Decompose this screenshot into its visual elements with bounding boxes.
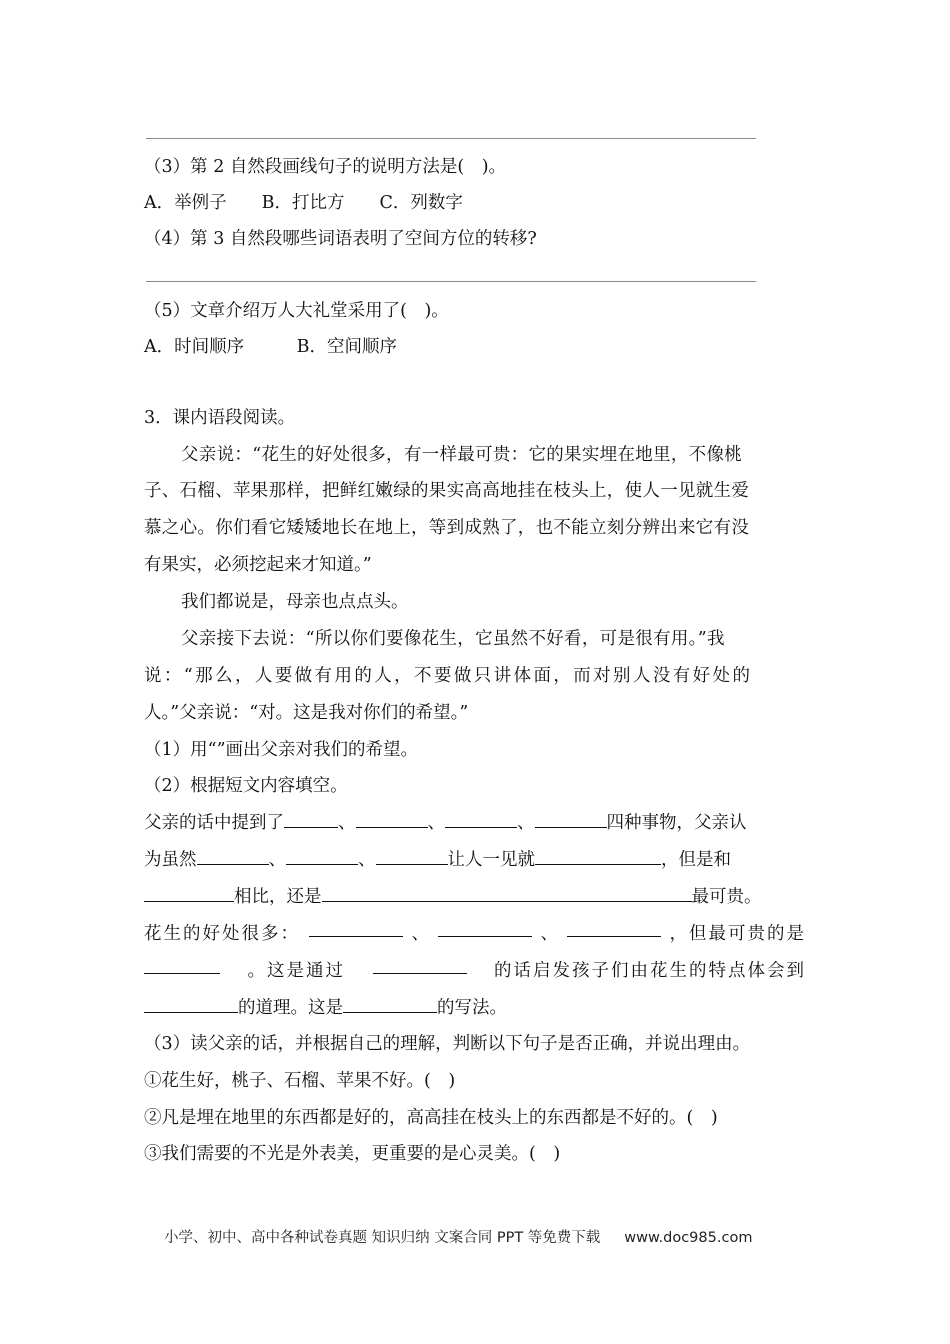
blank[interactable] — [286, 848, 358, 865]
blank[interactable] — [144, 885, 234, 902]
blank[interactable] — [343, 996, 437, 1013]
blank[interactable] — [438, 920, 532, 937]
judge-item-2: ②凡是埋在地里的东西都是好的，高高挂在枝头上的东西都是不好的。( ) — [144, 1108, 718, 1128]
judge-item-3: ③我们需要的不光是外表美，更重要的是心灵美。( ) — [144, 1144, 561, 1164]
fill-line-4: 花生的好处很多： 、 、 ，但最可贵的是 — [144, 920, 806, 945]
passage-line: 有果实，必须挖起来才知道。” — [144, 555, 372, 575]
blank[interactable] — [144, 957, 220, 974]
question-3-3: （3）读父亲的话，并根据自己的理解，判断以下句子是否正确，并说出理由。 — [144, 1034, 751, 1054]
blank[interactable] — [535, 848, 661, 865]
blank[interactable] — [373, 957, 467, 974]
question-3-2-3-options: A．举例子 B．打比方 C．列数字 — [144, 193, 463, 213]
question-3-2-4: （4）第 3 自然段哪些词语表明了空间方位的转移? — [144, 229, 537, 249]
fill-line-3: 相比，还是 最可贵。 — [144, 883, 762, 908]
answer-line-2[interactable] — [146, 281, 756, 282]
judge-item-1: ①花生好，桃子、石榴、苹果不好。( ) — [144, 1071, 456, 1091]
blank[interactable] — [535, 811, 607, 828]
section-3-title: 3．课内语段阅读。 — [144, 408, 296, 428]
fill-line-6: 的道理。这是 的写法。 — [144, 994, 507, 1019]
fill-line-2: 为虽然 、 、 让人一见就 ，但是和 — [144, 850, 731, 870]
question-3-2-3: （3）第 2 自然段画线句子的说明方法是( )。 — [144, 157, 507, 177]
passage-line: 子、石榴、苹果那样，把鲜红嫩绿的果实高高地挂在枝头上，使人一见就生爱 — [144, 481, 750, 501]
passage-line: 父亲接下去说：“所以你们要像花生，它虽然不好看，可是很有用。”我 — [181, 629, 725, 649]
answer-line-1[interactable] — [146, 138, 756, 139]
blank[interactable] — [567, 920, 661, 937]
footer — [164, 1226, 752, 1247]
passage-line: 慕之心。你们看它矮矮地长在地上，等到成熟了，也不能立刻分辨出来它有没 — [144, 518, 750, 538]
passage-line: 人。”父亲说：“对。这是我对你们的希望。” — [144, 703, 469, 723]
footer-url[interactable]: www.doc985.com — [624, 1230, 753, 1246]
fill-line-5: 。这是通过 的话启发孩子们由花生的特点体会到 — [144, 957, 806, 982]
question-3-1: （1）用“”画出父亲对我们的希望。 — [144, 740, 419, 760]
passage-line: 父亲说：“花生的好处很多，有一样最可贵：它的果实埋在地里，不像桃 — [181, 445, 743, 465]
blank[interactable] — [445, 811, 517, 828]
blank[interactable] — [376, 848, 448, 865]
blank[interactable] — [356, 811, 428, 828]
passage-line: 我们都说是，母亲也点点头。 — [181, 592, 409, 612]
blank[interactable] — [197, 848, 269, 865]
blank[interactable] — [144, 996, 238, 1013]
fill-line-1: 父亲的话中提到了 、 、 、 四种事物，父亲认 — [144, 813, 747, 833]
footer-text: 小学、初中、高中各种试卷真题 知识归纳 文案合同 PPT 等免费下载 — [164, 1230, 601, 1246]
blank[interactable] — [284, 811, 338, 828]
passage-line: 说：“那么，人要做有用的人，不要做只讲体面，而对别人没有好处的 — [144, 666, 753, 686]
question-3-2-5: （5）文章介绍万人大礼堂采用了( )。 — [144, 301, 449, 321]
blank[interactable] — [309, 920, 403, 937]
question-3-2-5-options: A．时间顺序 B．空间顺序 — [144, 337, 397, 357]
question-3-2: （2）根据短文内容填空。 — [144, 776, 348, 796]
blank[interactable] — [322, 885, 692, 902]
